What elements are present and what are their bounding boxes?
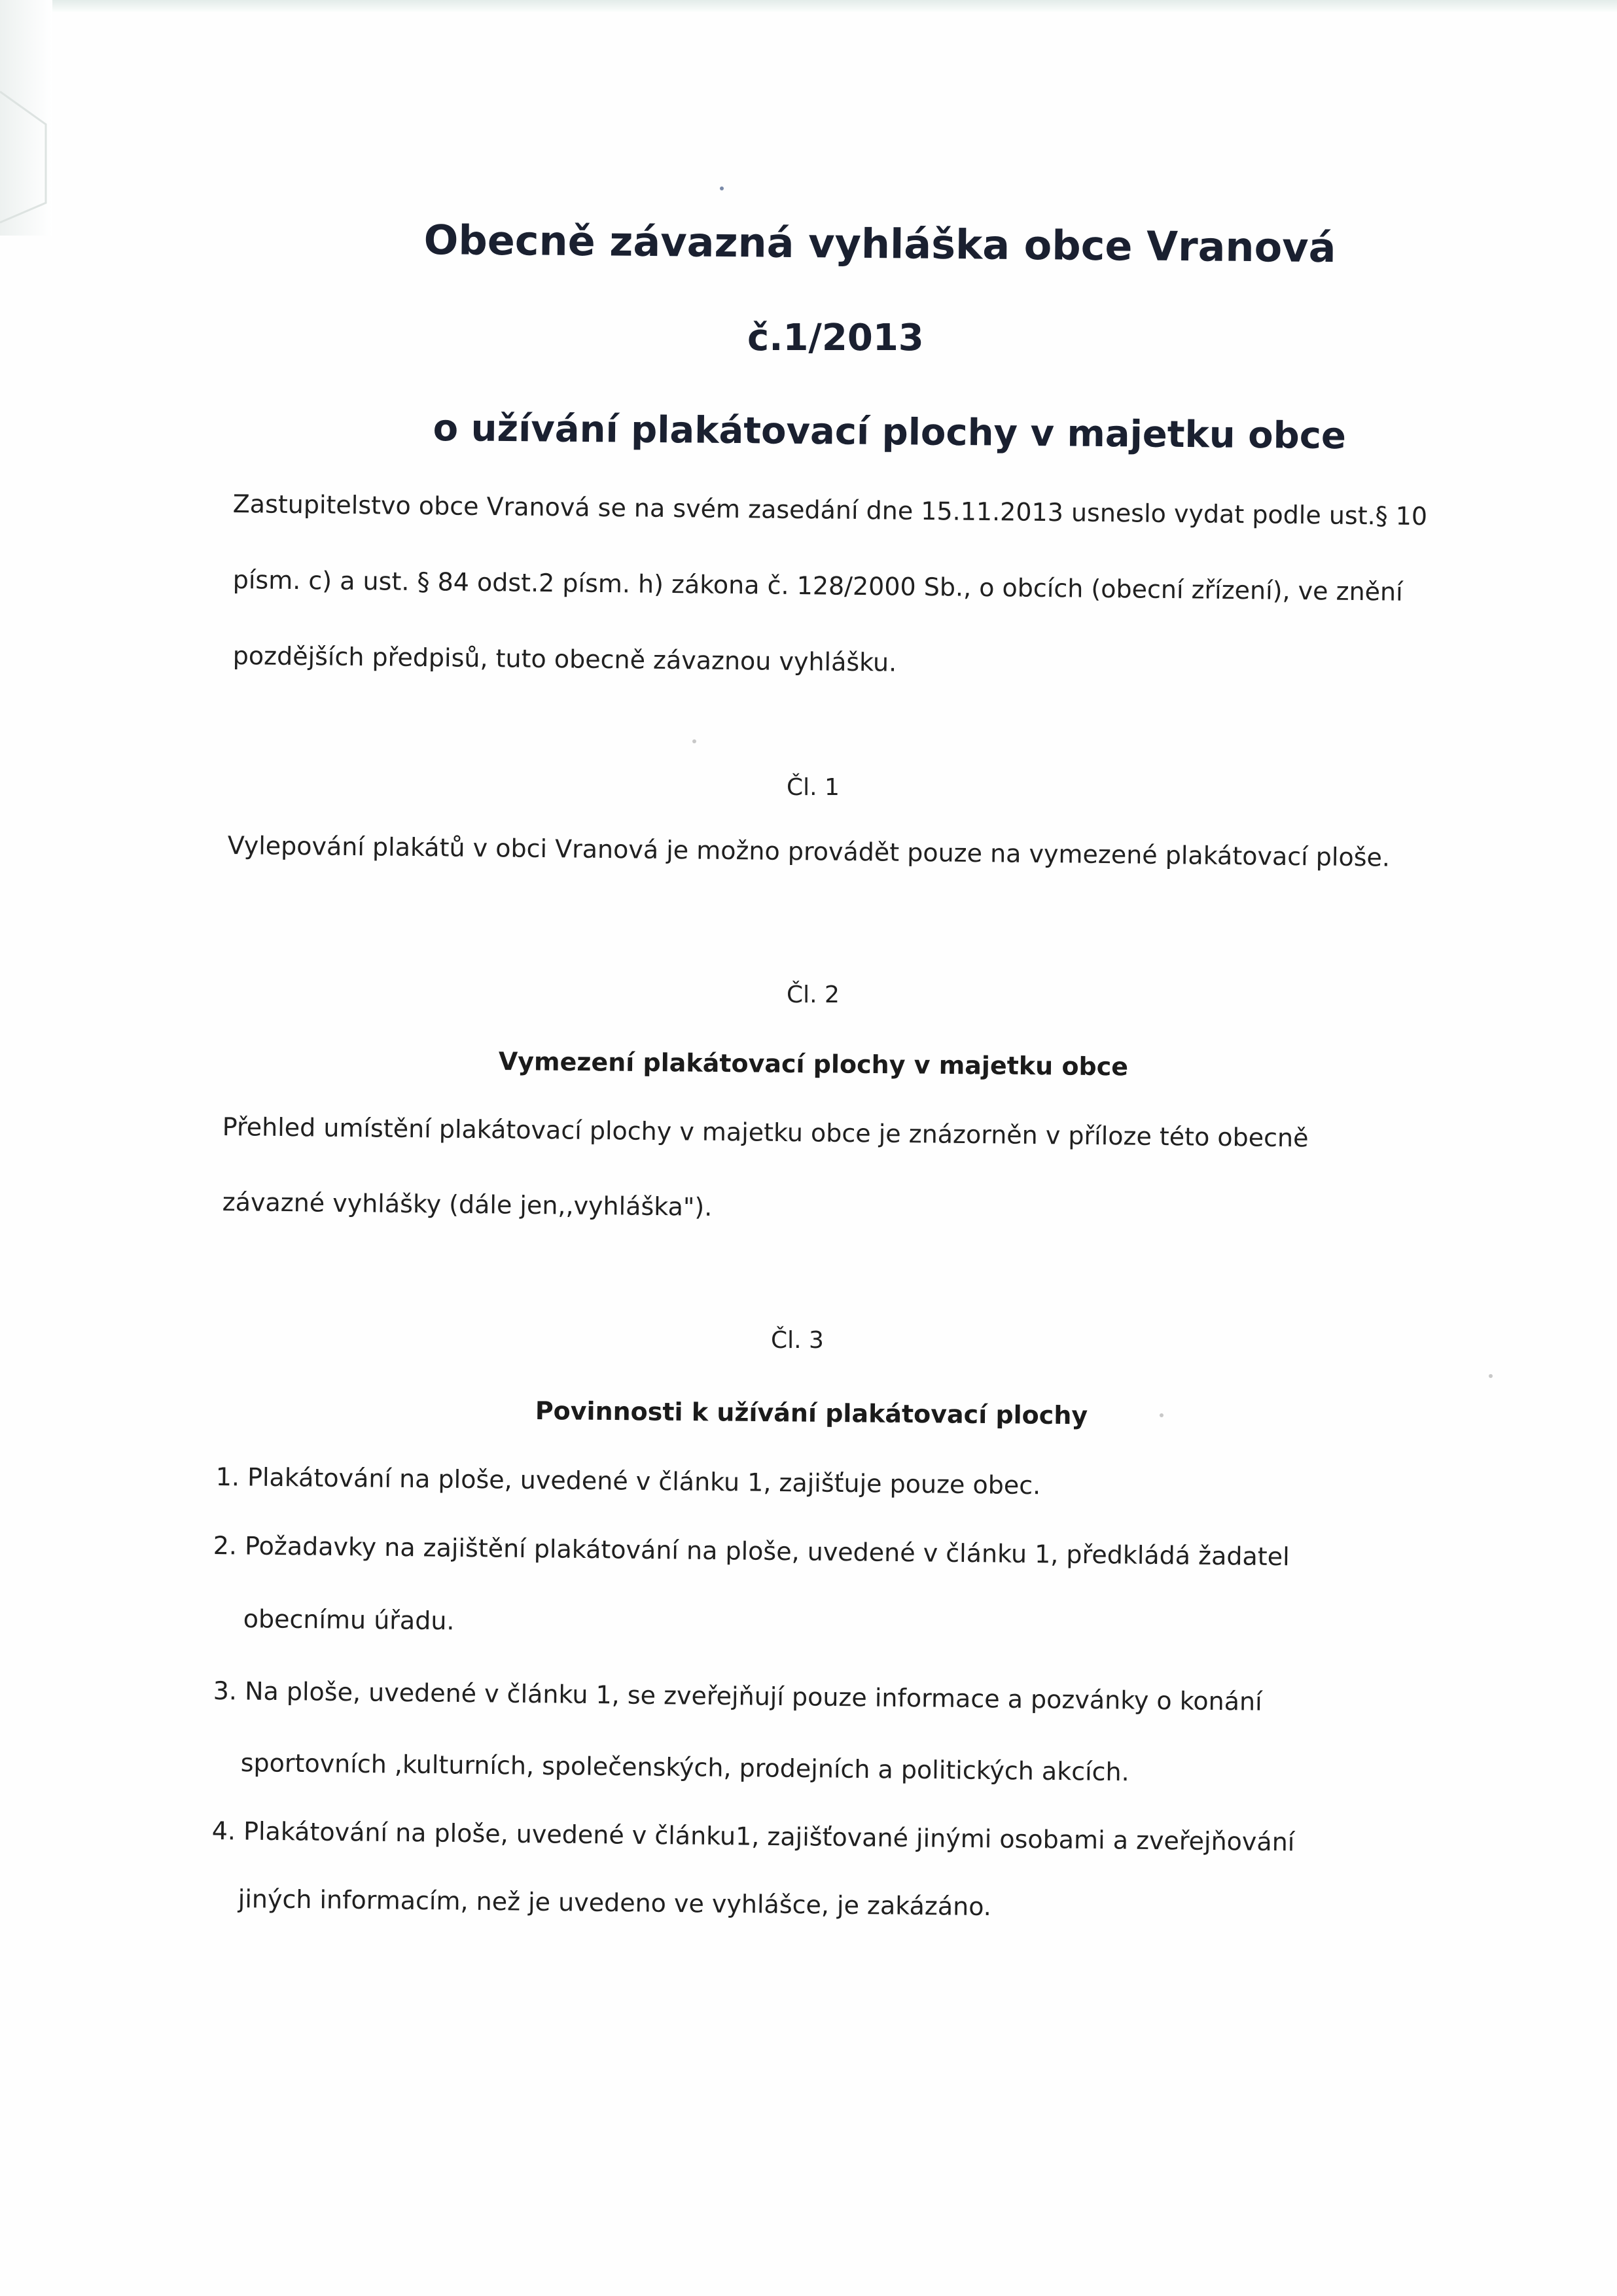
list-item: 2. Požadavky na zajištění plakátování na ploše, uvedené v článku 1, předkládá žadatel xyxy=(213,1531,1290,1572)
article-3-title: Povinnosti k užívání plakátovací plochy xyxy=(535,1396,1088,1430)
article-2-line: závazné vyhlášky (dále jen,,vyhláška"). xyxy=(222,1188,713,1222)
article-1-text: Vylepování plakátů v obci Vranová je možno provádět pouze na vymezené plakátovací ploše. xyxy=(227,831,1391,872)
document-subtitle: o užívání plakátovací plochy v majetku obce xyxy=(433,407,1347,458)
list-item: 1. Plakátování na ploše, uvedené v článku 1, zajišťuje pouze obec. xyxy=(215,1462,1041,1500)
article-3-heading: Čl. 3 xyxy=(771,1327,824,1354)
document-number: č.1/2013 xyxy=(747,317,924,359)
list-item-continuation: jiných informacím, než je uvedeno ve vyhlášce, je zakázáno. xyxy=(238,1884,992,1922)
list-item-continuation: sportovních ,kulturních, společenských, prodejních a politických akcích. xyxy=(240,1748,1129,1787)
scan-speck xyxy=(720,186,724,190)
list-item: 4. Plakátování na ploše, uvedené v článku1, zajišťované jinými osobami a zveřejňování xyxy=(211,1816,1295,1857)
article-2-heading: Čl. 2 xyxy=(787,981,840,1008)
preamble-line: pozdějších předpisů, tuto obecně závaznou vyhlášku. xyxy=(232,641,897,677)
preamble-line: písm. c) a ust. § 84 odst.2 písm. h) zákona č. 128/2000 Sb., o obcích (obecní zřízení), ve znění xyxy=(232,565,1403,607)
scan-speck xyxy=(692,739,696,743)
scan-speck xyxy=(1489,1374,1493,1378)
list-item-continuation: obecnímu úřadu. xyxy=(243,1604,455,1636)
scan-edge-top xyxy=(0,0,1617,12)
article-2-line: Přehled umístění plakátovací plochy v majetku obce je znázorněn v příloze této obecně xyxy=(222,1112,1309,1153)
article-1-heading: Čl. 1 xyxy=(787,774,840,801)
preamble-line: Zastupitelstvo obce Vranová se na svém zasedání dne 15.11.2013 usneslo vydat podle ust.§ 10 xyxy=(232,489,1428,531)
list-item: 3. Na ploše, uvedené v článku 1, se zveřejňují pouze informace a pozvánky o konání xyxy=(213,1676,1262,1716)
scan-speck xyxy=(1160,1413,1164,1417)
scan-fold-mark xyxy=(0,85,52,229)
article-2-title: Vymezení plakátovací plochy v majetku obce xyxy=(498,1047,1129,1082)
document-title: Obecně závazná vyhláška obce Vranová xyxy=(423,216,1336,272)
